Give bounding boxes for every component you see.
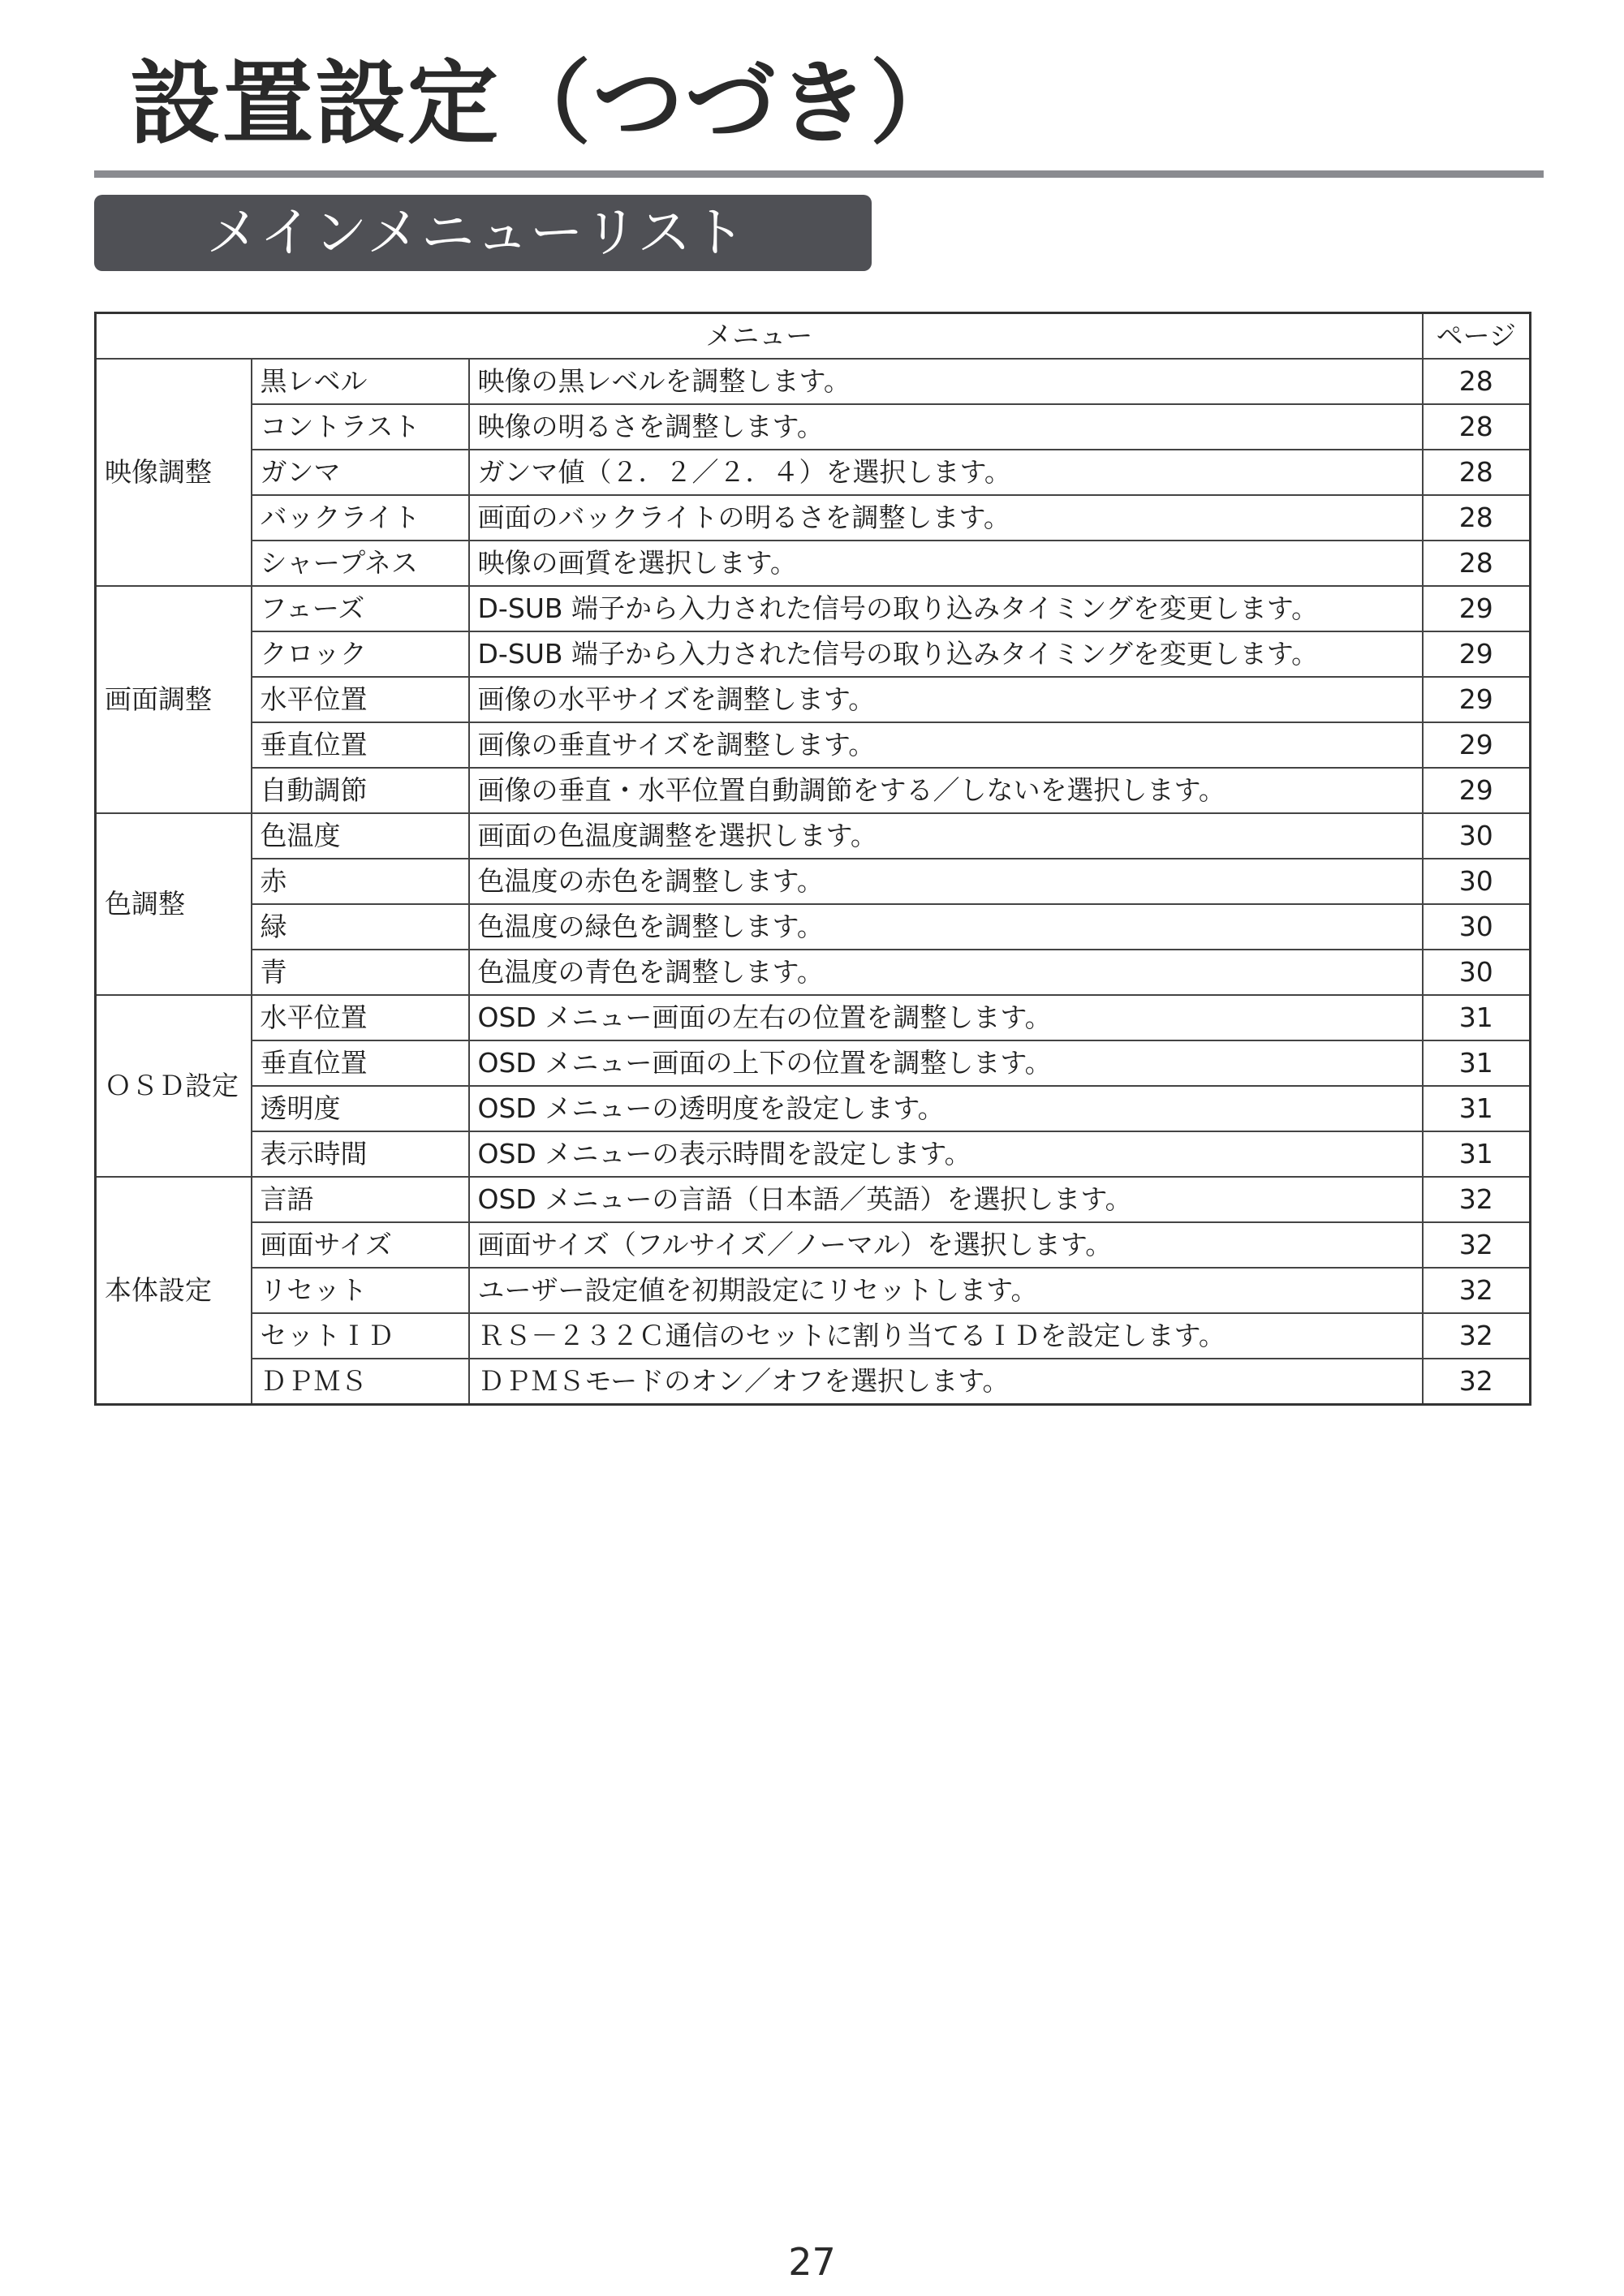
menu-description: ユーザー設定値を初期設定にリセットします。: [469, 1268, 1423, 1313]
table-row: [96, 768, 1531, 813]
table-row: [96, 1268, 1531, 1313]
page-ref: 31: [1423, 1131, 1531, 1177]
menu-item: 水平位置: [252, 677, 469, 722]
menu-description: ＲＳ－２３２Ｃ通信のセットに割り当てるＩＤを設定します。: [469, 1313, 1423, 1359]
menu-item: 水平位置: [252, 995, 469, 1040]
page-ref: 29: [1423, 677, 1531, 722]
page-ref: 30: [1423, 813, 1531, 859]
page-ref: 29: [1423, 722, 1531, 768]
page-ref: 28: [1423, 450, 1531, 495]
page-ref: 31: [1423, 1040, 1531, 1086]
table-row: [96, 404, 1531, 450]
menu-description: 画面サイズ（フルサイズ／ノーマル）を選択します。: [469, 1222, 1423, 1268]
page-ref: 28: [1423, 404, 1531, 450]
menu-description: 色温度の緑色を調整します。: [469, 904, 1423, 950]
menu-item: 赤: [252, 859, 469, 904]
group-label: 映像調整: [96, 359, 252, 586]
page-ref: 32: [1423, 1313, 1531, 1359]
menu-item: クロック: [252, 631, 469, 677]
table-row: [96, 1177, 1531, 1222]
menu-item: 画面サイズ: [252, 1222, 469, 1268]
table-row: [96, 1040, 1531, 1086]
page-ref: 30: [1423, 904, 1531, 950]
table-row: [96, 995, 1531, 1040]
table-row: [96, 859, 1531, 904]
menu-description: 色温度の赤色を調整します。: [469, 859, 1423, 904]
menu-item: 表示時間: [252, 1131, 469, 1177]
menu-item: 青: [252, 950, 469, 995]
menu-description: ガンマ値（２．２／２．４）を選択します。: [469, 450, 1423, 495]
table-row: [96, 904, 1531, 950]
group-label: ＯＳＤ設定: [96, 995, 252, 1177]
page-ref: 28: [1423, 495, 1531, 541]
menu-description: 映像の明るさを調整します。: [469, 404, 1423, 450]
menu-item: コントラスト: [252, 404, 469, 450]
menu-description: OSD メニューの言語（日本語／英語）を選択します。: [469, 1177, 1423, 1222]
page-ref: 32: [1423, 1359, 1531, 1405]
menu-description: OSD メニューの表示時間を設定します。: [469, 1131, 1423, 1177]
page-ref: 32: [1423, 1222, 1531, 1268]
group-label: 本体設定: [96, 1177, 252, 1405]
menu-item: バックライト: [252, 495, 469, 541]
menu-item: 自動調節: [252, 768, 469, 813]
page-ref: 29: [1423, 631, 1531, 677]
menu-description: 映像の画質を選択します。: [469, 541, 1423, 586]
page-ref: 30: [1423, 859, 1531, 904]
menu-description: ＤＰＭＳモードのオン／オフを選択します。: [469, 1359, 1423, 1405]
menu-description: OSD メニュー画面の上下の位置を調整します。: [469, 1040, 1423, 1086]
menu-item: シャープネス: [252, 541, 469, 586]
section-banner: メインメニューリスト: [94, 195, 872, 271]
page-title: 設置設定（つづき）: [130, 51, 963, 157]
menu-item: セットＩＤ: [252, 1313, 469, 1359]
page-ref: 32: [1423, 1268, 1531, 1313]
table-row: [96, 813, 1531, 859]
menu-description: 画面のバックライトの明るさを調整します。: [469, 495, 1423, 541]
table-body: [96, 359, 1531, 1405]
menu-item: リセット: [252, 1268, 469, 1313]
table-row: [96, 495, 1531, 541]
page-ref: 29: [1423, 586, 1531, 631]
menu-description: 画像の垂直・水平位置自動調節をする／しないを選択します。: [469, 768, 1423, 813]
menu-description: OSD メニュー画面の左右の位置を調整します。: [469, 995, 1423, 1040]
page-ref: 32: [1423, 1177, 1531, 1222]
menu-item: フェーズ: [252, 586, 469, 631]
table-row: [96, 950, 1531, 995]
menu-item: 垂直位置: [252, 722, 469, 768]
menu-item: ガンマ: [252, 450, 469, 495]
table-row: [96, 1131, 1531, 1177]
page-ref: 28: [1423, 541, 1531, 586]
menu-description: 映像の黒レベルを調整します。: [469, 359, 1423, 404]
table-row: [96, 631, 1531, 677]
group-label: 色調整: [96, 813, 252, 995]
menu-description: 画像の垂直サイズを調整します。: [469, 722, 1423, 768]
menu-item: 色温度: [252, 813, 469, 859]
table-row: [96, 359, 1531, 404]
table-row: [96, 450, 1531, 495]
table-row: [96, 541, 1531, 586]
table-header-row: [96, 313, 1531, 360]
header-page: ページ: [1423, 313, 1531, 360]
menu-item: 透明度: [252, 1086, 469, 1131]
table-row: [96, 1086, 1531, 1131]
table-row: [96, 1359, 1531, 1405]
menu-item: 垂直位置: [252, 1040, 469, 1086]
menu-description: D-SUB 端子から入力された信号の取り込みタイミングを変更します。: [469, 631, 1423, 677]
table-row: [96, 722, 1531, 768]
menu-description: 画像の水平サイズを調整します。: [469, 677, 1423, 722]
title-divider: [94, 170, 1544, 178]
menu-item: ＤＰＭＳ: [252, 1359, 469, 1405]
table-row: [96, 586, 1531, 631]
page-ref: 31: [1423, 995, 1531, 1040]
menu-description: 色温度の青色を調整します。: [469, 950, 1423, 995]
menu-description: OSD メニューの透明度を設定します。: [469, 1086, 1423, 1131]
table-row: [96, 1222, 1531, 1268]
menu-item: 言語: [252, 1177, 469, 1222]
menu-item: 黒レベル: [252, 359, 469, 404]
page-ref: 31: [1423, 1086, 1531, 1131]
page-ref: 30: [1423, 950, 1531, 995]
table-row: [96, 1313, 1531, 1359]
page-ref: 29: [1423, 768, 1531, 813]
page-ref: 28: [1423, 359, 1531, 404]
group-label: 画面調整: [96, 586, 252, 813]
menu-description: D-SUB 端子から入力された信号の取り込みタイミングを変更します。: [469, 586, 1423, 631]
menu-list-table: [94, 312, 1531, 1406]
menu-item: 緑: [252, 904, 469, 950]
table-row: [96, 677, 1531, 722]
menu-description: 画面の色温度調整を選択します。: [469, 813, 1423, 859]
header-menu: メニュー: [96, 313, 1423, 360]
page-number: 27: [788, 2240, 836, 2284]
